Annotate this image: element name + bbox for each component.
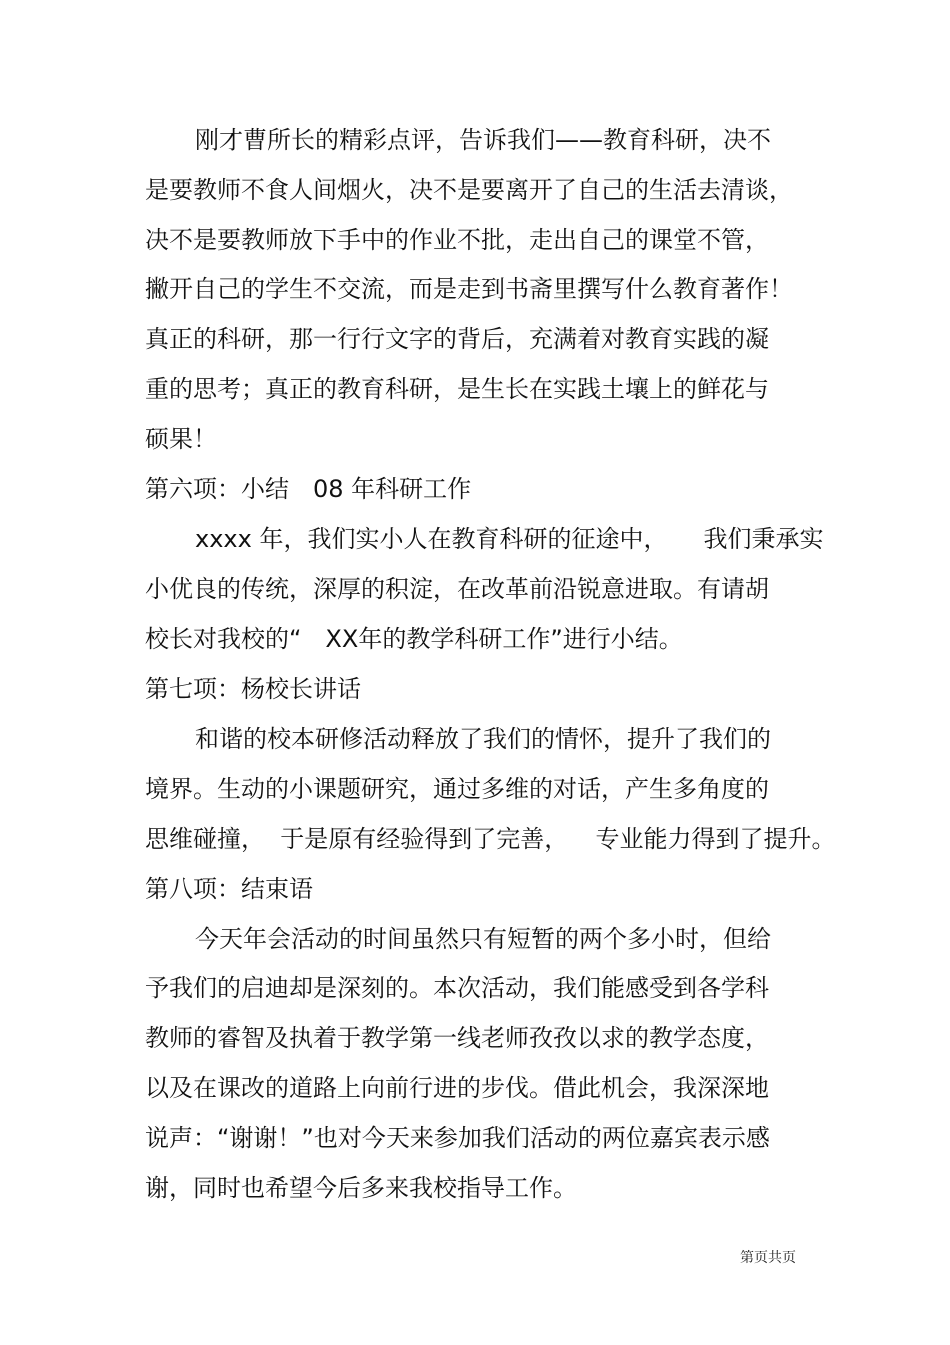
paragraph-line: 真正的科研，那一行行文字的背后，充满着对教育实践的凝 [145,325,769,353]
section-heading: 第六项：小结 08 年科研工作 [145,475,472,503]
section-heading: 第八项：结束语 [145,875,313,903]
page-footer: 第页共页 [740,1250,796,1266]
paragraph-line: 予我们的启迪却是深刻的。本次活动，我们能感受到各学科 [145,974,769,1002]
paragraph-line: 刚才曹所长的精彩点评，告诉我们——教育科研，决不 [195,126,771,154]
paragraph-line: 是要教师不食人间烟火，决不是要离开了自己的生活去清谈， [145,176,793,204]
paragraph-line: 校长对我校的“ XX年的教学科研工作”进行小结。 [145,625,683,653]
paragraph-line: 谢，同时也希望今后多来我校指导工作。 [145,1174,577,1202]
paragraph-line: 教师的睿智及执着于教学第一线老师孜孜以求的教学态度， [145,1024,769,1052]
paragraph-line: 思维碰撞， 于是原有经验得到了完善， 专业能力得到了提升。 [145,825,836,853]
paragraph-line: 境界。生动的小课题研究，通过多维的对话，产生多角度的 [145,775,769,803]
paragraph-line: 决不是要教师放下手中的作业不批，走出自己的课堂不管， [145,226,769,254]
paragraph-line: 重的思考；真正的教育科研，是生长在实践土壤上的鲜花与 [145,375,769,403]
paragraph-line: 小优良的传统，深厚的积淀，在改革前沿锐意进取。有请胡 [145,575,769,603]
section-heading: 第七项：杨校长讲话 [145,675,361,703]
paragraph-line: 硕果！ [145,425,217,453]
paragraph-line: 撇开自己的学生不交流，而是走到书斋里撰写什么教育著作！ [145,275,793,303]
paragraph-line: xxxx 年，我们实小人在教育科研的征途中， 我们秉承实 [195,525,824,553]
paragraph-line: 今天年会活动的时间虽然只有短暂的两个多小时，但给 [195,925,771,953]
paragraph-line: 说声：“谢谢！”也对今天来参加我们活动的两位嘉宾表示感 [145,1124,770,1152]
paragraph-line: 以及在课改的道路上向前行进的步伐。借此机会，我深深地 [145,1074,769,1102]
paragraph-line: 和谐的校本研修活动释放了我们的情怀，提升了我们的 [195,725,771,753]
